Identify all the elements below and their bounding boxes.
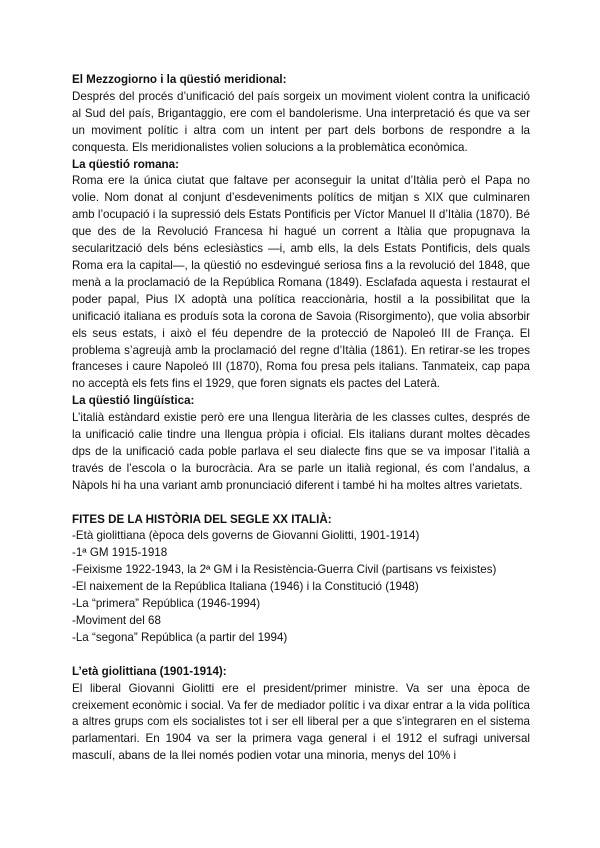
section-heading: La qüestió lingüística: — [72, 394, 195, 408]
section-questio-linguistica — [72, 393, 530, 494]
section-paragraph: Després del procés d’unificació del país sorgeix un moviment violent contra la unificació al Sud del país, Brigantaggio, ere com el bandolerisme. Una interpretació és que va ser un moviment polític i altra com un intent per part dels borbons de respondre a la conquesta. Els meridionalistes volien solucions a la problemàtica econòmica. — [72, 89, 530, 154]
section-paragraph: L’italià estàndard existie però ere una llengua literària de les classes cultes, després de la unificació calie tindre una llengua pròpia i oficial. Els italians durant moltes dècades dps de la unificació cada poble parlava el seu dialecte fins que se va imposar l’italià a través de l’escola o la burocràcia. Ara se parle un italià regional, és com l’andalus, a Nàpols hi ha una variant amb pronunciació diferent i també hi ha moltes altres varietats. — [72, 411, 530, 492]
blank-line — [72, 495, 530, 512]
list-item: -Moviment del 68 — [72, 613, 161, 627]
section-questio-romana — [72, 157, 530, 394]
section-heading: L’età giolittiana (1901-1914): — [72, 664, 227, 678]
list-item: -La “primera” República (1946-1994) — [72, 597, 261, 611]
milestones-list — [72, 528, 530, 646]
section-heading: La qüestió romana: — [72, 157, 179, 171]
list-item: -La “segona” República (a partir del 1994) — [72, 630, 288, 644]
section-mezzogiorno — [72, 72, 530, 157]
section-heading: El Mezzogiorno i la qüestió meridional: — [72, 73, 287, 86]
list-item: -Feixisme 1922-1943, la 2ª GM i la Resistència-Guerra Civil (partisans vs feixistes) — [72, 563, 497, 577]
blank-line — [72, 647, 530, 664]
section-milestones — [72, 512, 530, 647]
section-paragraph: Roma ere la única ciutat que faltave per aconseguir la unitat d’Itàlia però el Papa no volie. Nom donat al conjunt d’esdeveniments polítics de mitjan s XIX que culminaren amb l’ocupació i la supressió dels Estats Pontificis per Víctor Manuel II d’Itàlia (1870). Bé que des de la Revolució Francesa hi hagué un corrent a Itàlia que propugnava la secularització dels béns eclesiàstics —i, amb ells, la dels Estats Pontificis, dels quals Roma era la capital—, la qüestió no esdevingué seriosa fins a la revolució del 1848, que menà a la proclamació de la República Romana (1849). Esclafada aquesta i restaurat el poder papal, Pius IX adoptà una política reaccionària, hostil a la possibilitat que la unificació italiana es produís sota la corona de Savoia (Risorgimento), que volia absorbir els seus estats, i això el féu dependre de la protecció de Napoleó III de França. El problema s’agreujà amb la proclamació del regne d’Itàlia (1861). En retirar-se les tropes franceses i caure Napoleó III (1870), Roma fou presa pels italians. Tanmateix, cap papa no acceptà els fets fins el 1929, que foren signats els pactes del Laterà. — [72, 174, 530, 391]
list-item: -1ª GM 1915-1918 — [72, 546, 168, 560]
list-item: -El naixement de la República Italiana (1946) i la Constitució (1948) — [72, 580, 419, 594]
list-item: -Età giolittiana (època dels governs de Giovanni Giolitti, 1901-1914) — [72, 529, 420, 543]
section-eta-giolittiana — [72, 664, 530, 765]
milestones-heading: FITES DE LA HISTÒRIA DEL SEGLE XX ITALIÀ: — [72, 512, 332, 526]
section-paragraph: El liberal Giovanni Giolitti ere el president/primer ministre. Va ser una època de creixement econòmic i social. Va fer de mediador polític i va dixar entrar a la vida política a altres grups com els socialistes tot i ser ell liberal per a que s’integraren en el sistema parlamentari. En 1904 va ser la primera vaga general i el 1912 el sufragi universal masculí, abans de la llei només podien votar una minoria, menys del 10% i — [72, 681, 530, 763]
